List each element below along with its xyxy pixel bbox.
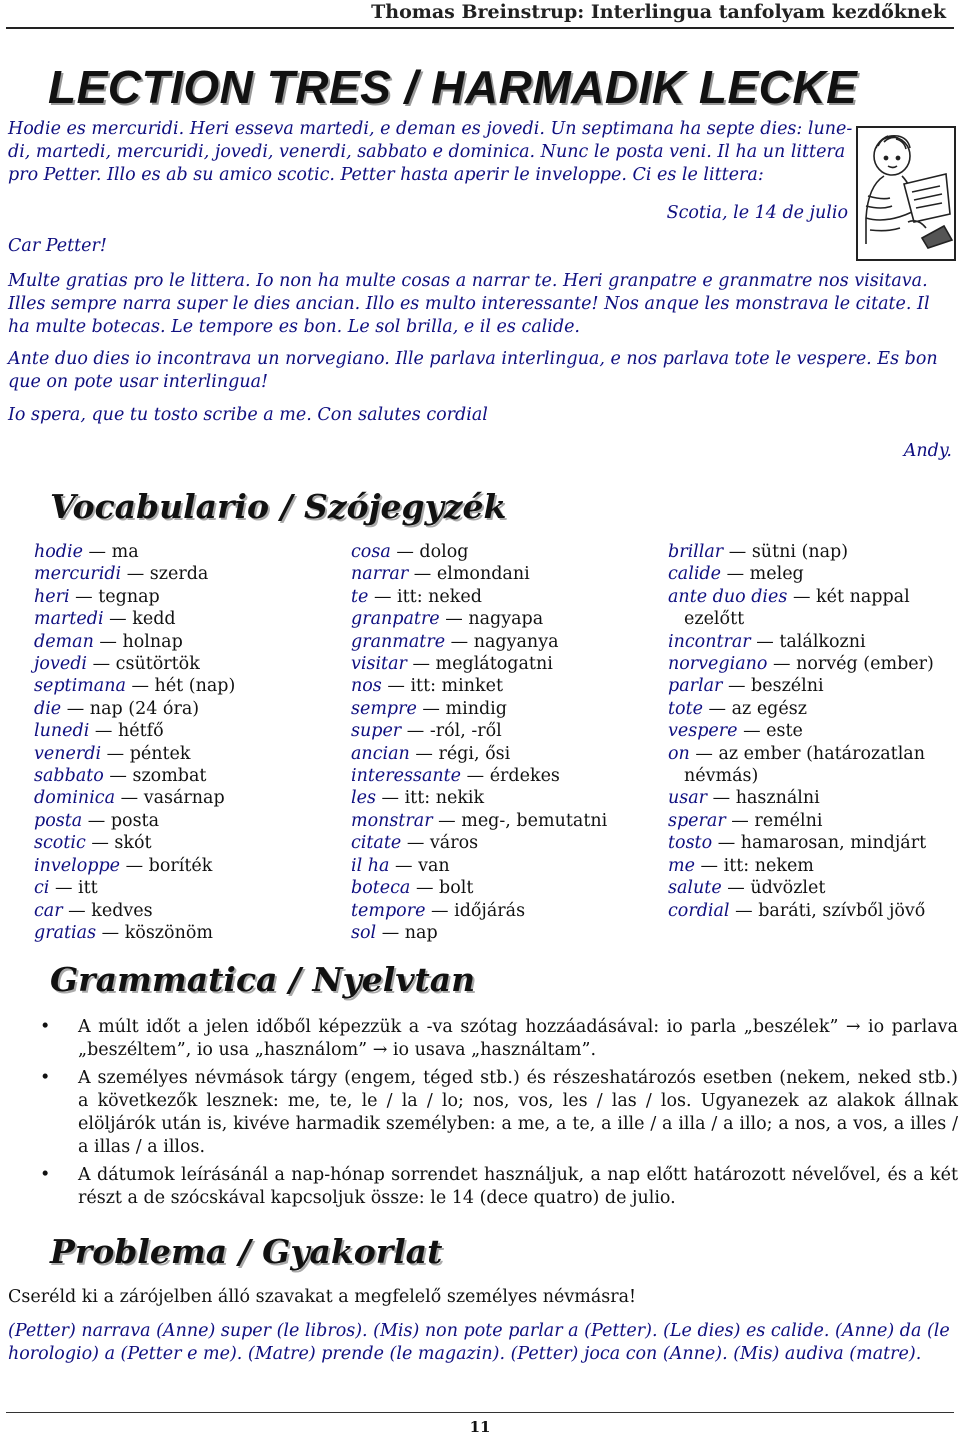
vocabulary-title: Vocabulario / Szójegyzék	[50, 487, 507, 526]
vocab-entry	[668, 608, 934, 630]
vocab-dash: —	[120, 855, 149, 876]
vocab-dash: —	[406, 654, 436, 675]
bullet-icon: •	[40, 1017, 51, 1037]
story-line: Hodie es mercuridi. Heri esseva martedi, e deman es jovedi. Un septimana ha septe dies: lune-	[8, 119, 853, 139]
vocab-entry	[351, 877, 607, 899]
vocab-entry	[34, 787, 235, 809]
vocab-entry	[668, 765, 934, 787]
vocab-definition: itt: nekik	[404, 788, 485, 809]
vocab-dash: —	[439, 609, 469, 630]
vocab-term: hodie	[34, 542, 83, 562]
running-header: Thomas Breinstrup: Interlingua tanfolyam kezdőknek	[371, 1, 946, 23]
vocab-definition: itt	[78, 878, 98, 899]
vocab-term: sperar	[668, 810, 726, 831]
vocab-entry	[351, 922, 607, 944]
vocab-entry	[34, 631, 235, 653]
vocab-entry	[351, 810, 607, 832]
vocab-term: te	[351, 586, 369, 607]
vocab-term: gratias	[34, 922, 97, 943]
vocab-term: cordial	[668, 900, 730, 921]
vocab-term: sabbato	[34, 766, 104, 787]
vocab-dash: —	[425, 900, 455, 921]
vocab-dash: —	[103, 609, 133, 630]
vocab-dash: —	[125, 676, 155, 697]
letter-paragraph: Ante duo dies io incontrava un norvegiano. Ille parlava interlingua, e nos parlava tote le vespere. Es bon que on pote usar interlingua!	[8, 349, 938, 392]
vocab-entry	[351, 765, 607, 787]
vocab-dash: —	[702, 698, 732, 719]
vocab-entry	[351, 787, 607, 809]
vocab-definition: meleg	[749, 564, 804, 585]
vocab-term: narrar	[351, 564, 409, 585]
vocab-term: les	[351, 788, 376, 809]
vocab-term: boteca	[351, 878, 411, 899]
bullet-icon: •	[40, 1068, 51, 1088]
vocab-term: tempore	[351, 900, 426, 921]
vocab-dash: —	[712, 833, 741, 854]
story-line: pro Petter. Illo es ab su amico scotic. Petter hasta aperir le inveloppe. Ci es le littera:	[8, 165, 764, 185]
grammar-item-text: A dátumok leírásánál a nap-hónap sorrendet használjuk, a nap előtt határozott névelővel, és a két részt a de szócskával kapcsoljuk össze: le 14 (dece quatro) de julio.	[78, 1165, 958, 1208]
vocab-term: on	[668, 743, 690, 764]
vocab-dash: —	[408, 564, 437, 585]
vocab-definition: az ember (határozatlan	[718, 743, 925, 764]
vocab-term: ante duo dies	[668, 586, 788, 607]
vocab-dash: —	[445, 631, 474, 652]
vocab-definition: baráti, szívből jövő	[758, 900, 926, 921]
vocab-entry	[668, 877, 934, 899]
vocab-definition: hétfő	[117, 721, 164, 742]
vocab-term: granmatre	[351, 631, 446, 652]
vocab-entry	[34, 608, 235, 630]
vocab-dash: —	[461, 766, 490, 787]
vocab-term: incontrar	[668, 631, 751, 652]
vocab-dash: —	[115, 788, 144, 809]
vocab-definition: holnap	[122, 631, 183, 652]
vocab-term: martedi	[34, 609, 104, 630]
vocab-definition: használni	[735, 788, 820, 809]
vocab-definition: névmás)	[684, 766, 759, 787]
vocab-dash: —	[121, 564, 150, 585]
letter-salutation: Car Petter!	[8, 236, 107, 256]
problem-text: (Petter) narrava (Anne) super (le libros). (Mis) non pote parlar a (Petter). (Le dies) es calide. (Anne) da (le horologio) a (Petter e me). (Matre) prende (le magazin). (Petter) joca con (Anne). (Mis) audiva (matre).	[8, 1321, 950, 1364]
vocab-entry	[668, 720, 934, 742]
vocab-definition: időjárás	[454, 900, 526, 921]
vocab-term: granpatre	[351, 609, 440, 630]
vocab-definition: posta	[110, 810, 160, 831]
vocab-dash: —	[368, 586, 398, 607]
vocab-term: super	[351, 721, 402, 742]
vocab-term: parlar	[668, 676, 723, 697]
vocab-definition: nap (24 óra)	[89, 698, 200, 719]
vocab-dash: —	[82, 810, 111, 831]
grammar-title: Grammatica / Nyelvtan	[50, 960, 476, 999]
vocab-definition: -ról, -ről	[429, 721, 502, 742]
vocab-definition: ezelőtt	[684, 609, 745, 630]
vocab-term: vespere	[668, 721, 738, 742]
vocab-definition: dolog	[419, 542, 469, 562]
vocab-dash: —	[87, 654, 116, 675]
vocab-entry	[351, 675, 607, 697]
vocab-entry	[668, 855, 934, 877]
vocab-term: lunedi	[34, 721, 90, 742]
vocab-dash: —	[62, 900, 92, 921]
vocab-term: scotic	[34, 833, 86, 854]
vocab-entry	[668, 631, 934, 653]
vocab-dash: —	[410, 878, 440, 899]
vocab-definition: köszönöm	[124, 922, 213, 943]
lesson-title: LECTION TRES / HARMADIK LECKE	[48, 61, 858, 113]
vocab-definition: norvég (ember)	[796, 654, 934, 675]
grammar-item	[40, 1067, 958, 1159]
letter-signature: Andy.	[903, 441, 952, 461]
problem-title: Problema / Gyakorlat	[50, 1232, 443, 1271]
vocab-dash: —	[722, 676, 752, 697]
vocab-definition: boríték	[148, 855, 213, 876]
vocab-definition: itt: nekem	[723, 855, 814, 876]
vocab-entry	[34, 541, 235, 563]
vocab-definition: csütörtök	[115, 654, 200, 675]
vocab-entry	[34, 810, 235, 832]
vocab-entry	[351, 563, 607, 585]
vocab-term: deman	[34, 631, 94, 652]
vocab-dash: —	[432, 810, 462, 831]
vocab-entry	[34, 586, 235, 608]
vocab-term: dominica	[34, 788, 116, 809]
vocab-entry	[668, 787, 934, 809]
vocab-dash: —	[49, 878, 79, 899]
vocab-dash: —	[725, 810, 755, 831]
footer-rule	[6, 1412, 954, 1413]
vocab-definition: beszélni	[751, 676, 824, 697]
vocab-entry	[34, 698, 235, 720]
vocab-entry	[668, 653, 934, 675]
vocab-definition: vasárnap	[143, 788, 225, 809]
vocab-definition: péntek	[129, 743, 191, 764]
vocab-entry	[668, 900, 934, 922]
vocab-definition: hamarosan, mindjárt	[740, 833, 927, 854]
vocab-column-2	[351, 541, 607, 944]
vocab-term: mercuridi	[34, 564, 122, 585]
vocab-term: nos	[351, 676, 382, 697]
vocab-definition: elmondani	[436, 564, 530, 585]
vocab-term: venerdi	[34, 743, 102, 764]
vocab-term: tosto	[668, 833, 713, 854]
vocab-dash: —	[721, 564, 750, 585]
vocab-entry	[668, 563, 934, 585]
vocab-definition: skót	[114, 833, 152, 854]
vocab-term: monstrar	[351, 810, 433, 831]
vocab-dash: —	[389, 855, 419, 876]
vocab-entry	[668, 832, 934, 854]
vocab-entry	[668, 698, 934, 720]
vocab-dash: —	[689, 743, 719, 764]
vocab-term: il ha	[351, 855, 390, 876]
vocab-dash: —	[401, 833, 430, 854]
vocab-dash: —	[723, 542, 752, 562]
vocab-dash: —	[416, 698, 446, 719]
vocab-entry	[668, 541, 934, 563]
vocab-entry	[351, 720, 607, 742]
vocab-dash: —	[401, 721, 430, 742]
vocab-definition: nagyapa	[468, 609, 544, 630]
vocab-dash: —	[729, 900, 759, 921]
vocab-entry	[668, 586, 934, 608]
vocab-dash: —	[85, 833, 115, 854]
vocab-definition: bolt	[439, 878, 474, 899]
vocab-entry	[34, 743, 235, 765]
grammar-item-text: A múlt időt a jelen időből képezzük a -va szótag hozzáadásával: io parla „beszélek” → io parlava „beszéltem”, io usa „használom” → io usava „használtam”.	[78, 1017, 958, 1060]
vocab-term: ancian	[351, 743, 410, 764]
vocab-entry	[34, 922, 235, 944]
vocab-definition: régi, ősi	[438, 743, 511, 764]
vocab-definition: az egész	[731, 698, 807, 719]
vocab-term: norvegiano	[668, 654, 768, 675]
vocab-dash: —	[93, 631, 123, 652]
vocab-entry	[351, 608, 607, 630]
vocab-entry	[351, 698, 607, 720]
vocab-dash: —	[694, 855, 724, 876]
vocab-definition: tegnap	[98, 586, 160, 607]
vocab-term: usar	[668, 788, 708, 809]
vocab-dash: —	[409, 743, 439, 764]
problem-instruction: Cseréld ki a zárójelben álló szavakat a megfelelő személyes névmásra!	[8, 1287, 637, 1307]
vocab-dash: —	[721, 878, 751, 899]
vocab-term: car	[34, 900, 63, 921]
vocab-entry	[34, 832, 235, 854]
vocab-definition: van	[418, 855, 450, 876]
vocab-dash: —	[767, 654, 797, 675]
vocab-entry	[668, 675, 934, 697]
vocab-term: heri	[34, 586, 70, 607]
vocab-dash: —	[61, 698, 90, 719]
vocab-term: posta	[34, 810, 83, 831]
vocab-entry	[351, 541, 607, 563]
vocab-term: jovedi	[34, 654, 88, 675]
vocab-definition: remélni	[754, 810, 823, 831]
letter-place-date: Scotia, le 14 de julio	[666, 203, 848, 223]
vocab-entry	[351, 900, 607, 922]
vocab-entry	[34, 900, 235, 922]
vocab-definition: szerda	[149, 564, 209, 585]
vocab-dash: —	[96, 922, 125, 943]
vocab-entry	[34, 563, 235, 585]
vocab-term: inveloppe	[34, 855, 121, 876]
vocab-definition: hét (nap)	[154, 676, 236, 697]
vocab-definition: szombat	[132, 766, 207, 787]
vocab-definition: meglátogatni	[435, 654, 553, 675]
vocab-definition: két nappal	[816, 586, 910, 607]
vocab-term: sempre	[351, 698, 417, 719]
vocab-entry	[668, 743, 934, 765]
vocab-definition: nagyanya	[473, 631, 559, 652]
vocab-entry	[351, 653, 607, 675]
grammar-item-text: A személyes névmások tárgy (engem, téged stb.) és részeshatározós esetben (nekem, neked stb.) a következők lesznek: me, te, le / la / lo; nos, vos, les / las / los. Ugyanezek az alakok állnak elöljárók után is, kivéve harmadik személyben: a me, a te, a ille / a illa / a illo; a nos, a vos, a illes / a illas / a illos.	[78, 1068, 958, 1157]
vocab-entry	[34, 675, 235, 697]
header-rule	[6, 27, 954, 29]
vocab-entry	[351, 855, 607, 877]
page-number: 11	[469, 1418, 491, 1436]
vocab-term: septimana	[34, 676, 126, 697]
vocab-column-1	[34, 541, 235, 944]
vocab-definition: érdekes	[489, 766, 560, 787]
vocab-term: interessante	[351, 766, 462, 787]
vocab-column-3	[668, 541, 934, 922]
vocab-dash: —	[375, 788, 405, 809]
letter-paragraph: Io spera, que tu tosto scribe a me. Con salutes cordial	[8, 405, 488, 425]
vocab-definition: este	[766, 721, 803, 742]
vocab-definition: üdvözlet	[750, 878, 826, 899]
vocab-definition: kedd	[132, 609, 176, 630]
vocab-dash: —	[750, 631, 780, 652]
vocab-entry	[34, 765, 235, 787]
vocab-dash: —	[103, 766, 133, 787]
vocab-definition: város	[429, 833, 479, 854]
vocab-term: sol	[351, 922, 377, 943]
boy-reading-letter-illustration	[856, 126, 956, 261]
story-intro	[8, 118, 858, 187]
vocab-entry	[351, 743, 607, 765]
vocab-dash: —	[707, 788, 736, 809]
vocab-dash: —	[89, 721, 118, 742]
vocab-term: brillar	[668, 542, 724, 562]
vocab-dash: —	[787, 586, 817, 607]
vocab-entry	[351, 631, 607, 653]
vocab-dash: —	[381, 676, 411, 697]
vocab-entry	[351, 832, 607, 854]
grammar-item	[40, 1016, 958, 1062]
grammar-item	[40, 1164, 958, 1210]
vocab-entry	[668, 810, 934, 832]
vocab-entry	[351, 586, 607, 608]
vocab-dash: —	[69, 586, 99, 607]
vocab-definition: kedves	[91, 900, 153, 921]
vocab-term: ci	[34, 878, 50, 899]
vocab-dash: —	[376, 922, 405, 943]
vocab-term: salute	[668, 878, 722, 899]
vocab-term: die	[34, 698, 62, 719]
vocab-term: cosa	[351, 542, 391, 562]
vocab-entry	[34, 855, 235, 877]
vocab-definition: mindig	[445, 698, 507, 719]
vocab-definition: nap	[404, 922, 438, 943]
vocab-term: me	[668, 855, 695, 876]
vocab-dash: —	[82, 542, 112, 562]
vocab-term: citate	[351, 833, 402, 854]
vocab-definition: sütni (nap)	[751, 542, 849, 562]
vocab-dash: —	[737, 721, 767, 742]
vocab-entry	[34, 720, 235, 742]
vocab-entry	[34, 653, 235, 675]
vocab-definition: itt: neked	[397, 586, 482, 607]
vocab-definition: itt: minket	[410, 676, 504, 697]
vocab-term: visitar	[351, 654, 407, 675]
vocab-dash: —	[101, 743, 130, 764]
vocab-definition: találkozni	[779, 631, 866, 652]
bullet-icon: •	[40, 1165, 51, 1185]
vocab-definition: meg-, bemutatni	[461, 810, 608, 831]
story-line: di, martedi, mercuridi, jovedi, venerdi, sabbato e dominica. Nunc le posta veni. Il ha un littera	[8, 142, 846, 162]
grammar-list	[40, 1016, 958, 1215]
vocab-term: tote	[668, 698, 703, 719]
vocab-dash: —	[390, 542, 420, 562]
vocab-term: calide	[668, 564, 721, 585]
vocab-definition: ma	[111, 542, 139, 562]
letter-paragraph: Multe gratias pro le littera. Io non ha multe cosas a narrar te. Heri granpatre e granmatre nos visitava. Illes sempre narra super le dies ancian. Illo es multo interessante! Nos anque les monstrava le citate. Il ha multe botecas. Le tempore es bon. Le sol brilla, e il es calide.	[8, 271, 930, 337]
vocab-entry	[34, 877, 235, 899]
